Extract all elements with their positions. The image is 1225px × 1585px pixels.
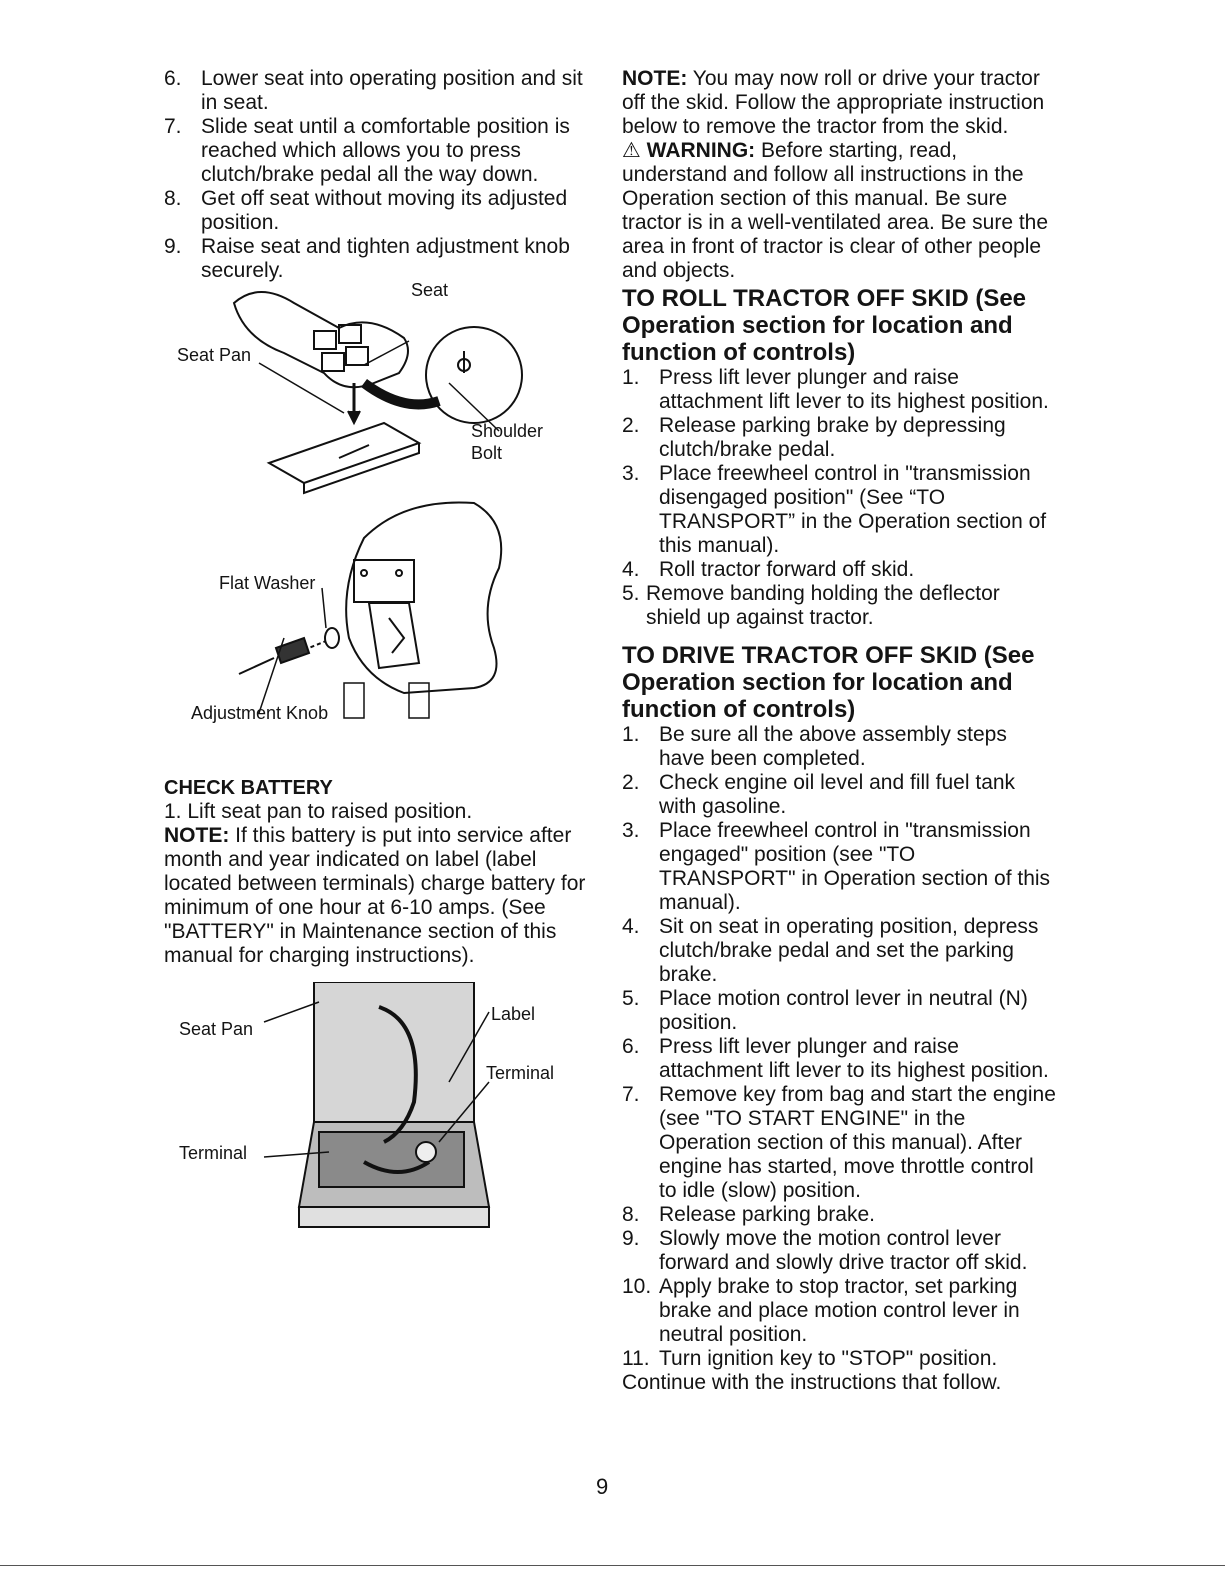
step-text: Place motion control lever in neutral (N) position.	[659, 987, 1028, 1034]
step-text: Remove banding holding the deflector shield up against tractor.	[646, 582, 1000, 629]
list-item	[622, 1083, 1057, 1203]
flat-washer-label: Flat Washer	[219, 573, 316, 593]
step-number: 6.	[164, 67, 182, 90]
seat-label: Seat	[411, 280, 449, 300]
step-number: 3.	[622, 462, 640, 485]
left-column	[164, 67, 594, 1252]
skid-note	[622, 67, 1057, 139]
step-number: 2.	[622, 414, 640, 437]
step-text: Release parking brake by depressing clutch/brake pedal.	[659, 414, 1006, 461]
check-battery-heading: CHECK BATTERY	[164, 777, 333, 799]
step-text: Apply brake to stop tractor, set parking brake and place motion control lever in neutral position.	[659, 1275, 1020, 1346]
step-text: Place freewheel control in "transmission disengaged position" (See “TO TRANSPORT” in the Operation section of this manual).	[659, 462, 1047, 557]
step-number: 11.	[622, 1347, 650, 1370]
step-text: Slide seat until a comfortable position is reached which allows you to press clutch/brake pedal all the way down.	[201, 115, 570, 186]
list-item	[164, 235, 594, 283]
seat-pan-label: Seat Pan	[177, 345, 252, 365]
step-number: 7.	[164, 115, 182, 138]
step-number: 9.	[622, 1227, 640, 1250]
page-bottom-divider	[0, 1565, 1225, 1566]
step-number: 6.	[622, 1035, 640, 1058]
list-item	[622, 1227, 1057, 1275]
step-number: 8.	[622, 1203, 640, 1226]
list-item	[622, 582, 1057, 630]
list-item	[622, 987, 1057, 1035]
note-text: You may now roll or drive your tractor off the skid. Follow the appropriate instruction below to remove the tractor from the skid.	[622, 67, 1045, 138]
seat-pan-label: Seat Pan	[179, 1019, 254, 1039]
step-number: 9.	[164, 235, 182, 258]
step-number: 1.	[622, 723, 640, 746]
step-text: Press lift lever plunger and raise attachment lift lever to its highest position.	[659, 1035, 1049, 1082]
step-number: 7.	[622, 1083, 640, 1106]
warning-text: Before starting, read, understand and follow all instructions in the Operation section of this manual. Be sure tractor is in a well-ventilated area. Be sure the area in front of tractor is clear of other people and objects.	[622, 139, 1049, 282]
list-item	[622, 558, 1057, 582]
warning-label: WARNING:	[646, 139, 756, 162]
step-text: Slowly move the motion control lever forward and slowly drive tractor off skid.	[659, 1227, 1028, 1274]
list-item	[164, 67, 594, 115]
note-text: If this battery is put into service after month and year indicated on label (label located between terminals) charge battery for minimum of one hour at 6-10 amps. (See "BATTERY" in Maintenance section of this manual for charging instructions).	[164, 824, 586, 967]
note-label: NOTE:	[164, 824, 230, 847]
step-number: 1.	[622, 366, 640, 389]
step-number: 3.	[622, 819, 640, 842]
warning-paragraph	[622, 139, 1057, 283]
right-column	[622, 67, 1057, 1395]
seat-pan-figure	[164, 280, 594, 498]
step-number: 8.	[164, 187, 182, 210]
shoulder-label: Shoulder	[471, 421, 544, 441]
step-text: Raise seat and tighten adjustment knob securely.	[201, 235, 570, 282]
warning-icon: ⚠	[622, 139, 641, 162]
list-item	[164, 187, 594, 235]
list-item	[622, 723, 1057, 771]
bolt-label: Bolt	[471, 443, 503, 463]
step-number: 4.	[622, 558, 640, 581]
list-item	[622, 915, 1057, 987]
step-number: 2.	[622, 771, 640, 794]
step-text: Release parking brake.	[659, 1203, 875, 1226]
step-number: 4.	[622, 915, 640, 938]
step-text: Press lift lever plunger and raise attachment lift lever to its highest position.	[659, 366, 1049, 413]
list-item	[622, 462, 1057, 558]
list-item	[622, 1203, 1057, 1227]
seat-illustration	[164, 283, 594, 498]
roll-tractor-heading: TO ROLL TRACTOR OFF SKID (See Operation section for location and function of controls)	[622, 285, 1027, 366]
adjustment-knob-label: Adjustment Knob	[191, 703, 329, 723]
step-text: Lower seat into operating position and sit in seat.	[201, 67, 583, 114]
adjustment-knob-figure	[164, 498, 594, 738]
step-number: 10.	[622, 1275, 652, 1298]
check-battery-step: 1. Lift seat pan to raised position.	[164, 800, 473, 823]
step-text: Check engine oil level and fill fuel tank with gasoline.	[659, 771, 1016, 818]
list-item	[164, 115, 594, 187]
step-number: 5.	[622, 582, 640, 605]
list-item	[622, 414, 1057, 462]
terminal-label: Terminal	[486, 1063, 555, 1083]
step-text: Turn ignition key to "STOP" position.	[659, 1347, 998, 1370]
battery-figure	[164, 982, 594, 1252]
list-item	[622, 1275, 1057, 1347]
list-item	[622, 819, 1057, 915]
step-text: Roll tractor forward off skid.	[659, 558, 915, 581]
note-label: NOTE:	[622, 67, 688, 90]
step-text: Remove key from bag and start the engine (see "TO START ENGINE" in the Operation section of this manual). After engine has started, move throttle control to idle (slow) position.	[659, 1083, 1056, 1202]
list-item	[622, 1035, 1057, 1083]
drive-tractor-heading: TO DRIVE TRACTOR OFF SKID (See Operation section for location and function of controls)	[622, 642, 1035, 723]
list-item	[622, 366, 1057, 414]
step-text: Be sure all the above assembly steps have been completed.	[659, 723, 1007, 770]
step-text: Sit on seat in operating position, depress clutch/brake pedal and set the parking brake.	[659, 915, 1039, 986]
list-item	[622, 771, 1057, 819]
terminal-label: Terminal	[179, 1143, 248, 1163]
page-number: 9	[596, 1474, 609, 1499]
closing-text: Continue with the instructions that follow.	[622, 1371, 1002, 1394]
list-item	[622, 1347, 1057, 1371]
battery-note	[164, 824, 594, 968]
step-text: Place freewheel control in "transmission engaged" position (see "TO TRANSPORT" in Operation section of this manual).	[659, 819, 1051, 914]
step-number: 5.	[622, 987, 640, 1010]
step-text: Get off seat without moving its adjusted position.	[201, 187, 568, 234]
label-label: Label	[491, 1004, 536, 1024]
